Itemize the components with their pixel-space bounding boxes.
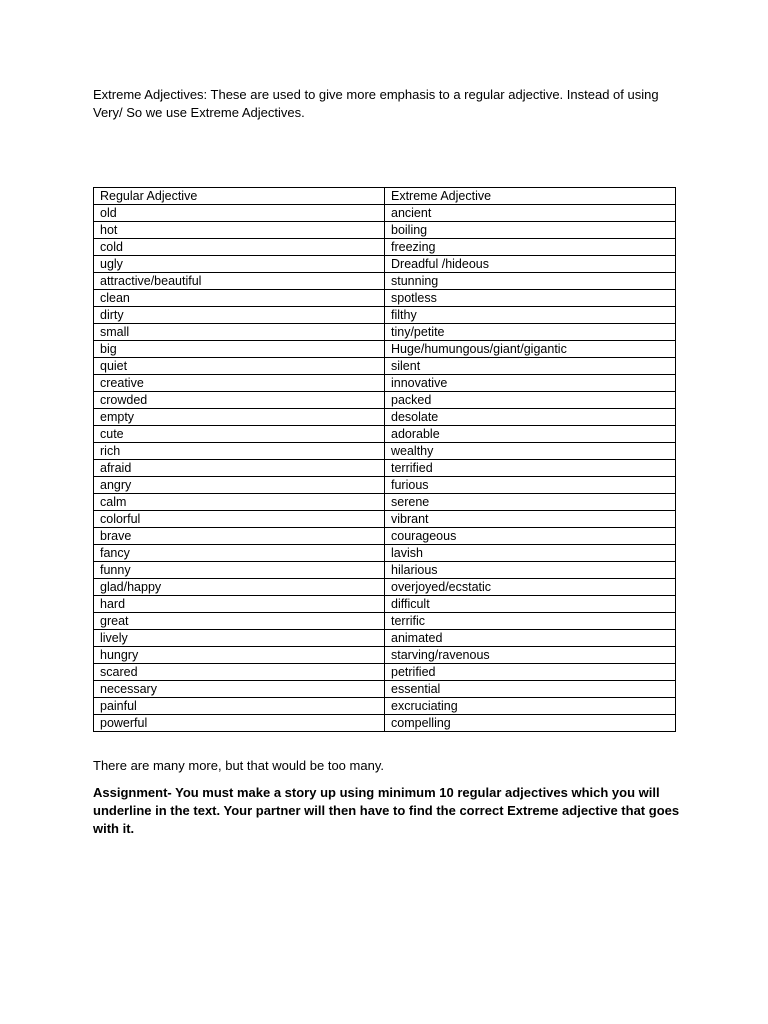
table-row	[94, 324, 676, 341]
regular-adjective-cell: great	[94, 613, 385, 630]
regular-adjective-cell: quiet	[94, 358, 385, 375]
table-row	[94, 375, 676, 392]
table-row	[94, 562, 676, 579]
extreme-adjective-cell: innovative	[385, 375, 676, 392]
table-row	[94, 494, 676, 511]
extreme-adjective-cell: hilarious	[385, 562, 676, 579]
regular-adjective-cell: rich	[94, 443, 385, 460]
extreme-adjective-cell: silent	[385, 358, 676, 375]
regular-adjective-cell: funny	[94, 562, 385, 579]
regular-adjective-cell: small	[94, 324, 385, 341]
regular-adjective-cell: hot	[94, 222, 385, 239]
extreme-adjective-cell: courageous	[385, 528, 676, 545]
extreme-adjective-cell: desolate	[385, 409, 676, 426]
extreme-adjective-cell: starving/ravenous	[385, 647, 676, 664]
regular-adjective-cell: hungry	[94, 647, 385, 664]
extreme-adjective-cell: furious	[385, 477, 676, 494]
regular-adjective-cell: creative	[94, 375, 385, 392]
regular-adjective-cell: powerful	[94, 715, 385, 732]
extreme-adjective-cell: essential	[385, 681, 676, 698]
table-row	[94, 698, 676, 715]
table-row	[94, 273, 676, 290]
extreme-adjective-cell: vibrant	[385, 511, 676, 528]
table-row	[94, 664, 676, 681]
regular-adjective-cell: cute	[94, 426, 385, 443]
extreme-adjective-cell: overjoyed/ecstatic	[385, 579, 676, 596]
table-row	[94, 222, 676, 239]
table-header-row	[94, 188, 676, 205]
extreme-adjective-cell: freezing	[385, 239, 676, 256]
table-row	[94, 579, 676, 596]
table-row	[94, 307, 676, 324]
table-row	[94, 205, 676, 222]
table-row	[94, 545, 676, 562]
regular-adjective-cell: big	[94, 341, 385, 358]
table-row	[94, 613, 676, 630]
extreme-adjective-cell: animated	[385, 630, 676, 647]
intro-paragraph: Extreme Adjectives: These are used to give more emphasis to a regular adjective. Instead of using Very/ So we use Extreme Adjectives.	[93, 87, 659, 120]
table-row	[94, 358, 676, 375]
table-row	[94, 460, 676, 477]
regular-adjective-cell: scared	[94, 664, 385, 681]
extreme-adjective-cell: difficult	[385, 596, 676, 613]
extreme-adjective-cell: Huge/humungous/giant/gigantic	[385, 341, 676, 358]
extreme-adjective-cell: wealthy	[385, 443, 676, 460]
regular-adjective-cell: ugly	[94, 256, 385, 273]
regular-adjective-cell: lively	[94, 630, 385, 647]
regular-adjective-cell: painful	[94, 698, 385, 715]
header-extreme-adjective: Extreme Adjective	[385, 188, 676, 205]
table-row	[94, 477, 676, 494]
regular-adjective-cell: old	[94, 205, 385, 222]
regular-adjective-cell: colorful	[94, 511, 385, 528]
table-row	[94, 681, 676, 698]
extreme-adjective-cell: adorable	[385, 426, 676, 443]
regular-adjective-cell: dirty	[94, 307, 385, 324]
table-row	[94, 239, 676, 256]
regular-adjective-cell: crowded	[94, 392, 385, 409]
table-row	[94, 426, 676, 443]
table-row	[94, 392, 676, 409]
header-regular-adjective: Regular Adjective	[94, 188, 385, 205]
table-row	[94, 596, 676, 613]
table-row	[94, 647, 676, 664]
regular-adjective-cell: cold	[94, 239, 385, 256]
regular-adjective-cell: brave	[94, 528, 385, 545]
extreme-adjective-cell: lavish	[385, 545, 676, 562]
extreme-adjective-cell: spotless	[385, 290, 676, 307]
extreme-adjective-cell: compelling	[385, 715, 676, 732]
regular-adjective-cell: calm	[94, 494, 385, 511]
regular-adjective-cell: fancy	[94, 545, 385, 562]
extreme-adjective-cell: terrified	[385, 460, 676, 477]
extreme-adjective-cell: boiling	[385, 222, 676, 239]
regular-adjective-cell: glad/happy	[94, 579, 385, 596]
note-paragraph: There are many more, but that would be too many.	[93, 758, 384, 773]
extreme-adjective-cell: serene	[385, 494, 676, 511]
extreme-adjective-cell: packed	[385, 392, 676, 409]
extreme-adjective-cell: filthy	[385, 307, 676, 324]
table-row	[94, 409, 676, 426]
assignment-paragraph: Assignment- You must make a story up using minimum 10 regular adjectives which you will underline in the text. Your partner will then have to find the correct Extreme adjective that goes with it.	[93, 785, 680, 836]
extreme-adjective-cell: petrified	[385, 664, 676, 681]
extreme-adjective-cell: ancient	[385, 205, 676, 222]
extreme-adjective-cell: tiny/petite	[385, 324, 676, 341]
table-row	[94, 630, 676, 647]
regular-adjective-cell: empty	[94, 409, 385, 426]
table-row	[94, 511, 676, 528]
table-row	[94, 341, 676, 358]
extreme-adjective-cell: stunning	[385, 273, 676, 290]
table-row	[94, 290, 676, 307]
regular-adjective-cell: necessary	[94, 681, 385, 698]
table-row	[94, 528, 676, 545]
regular-adjective-cell: afraid	[94, 460, 385, 477]
regular-adjective-cell: angry	[94, 477, 385, 494]
table-row	[94, 256, 676, 273]
extreme-adjective-cell: Dreadful /hideous	[385, 256, 676, 273]
adjective-table	[93, 187, 676, 732]
regular-adjective-cell: hard	[94, 596, 385, 613]
extreme-adjective-cell: excruciating	[385, 698, 676, 715]
table-row	[94, 443, 676, 460]
regular-adjective-cell: clean	[94, 290, 385, 307]
table-body	[94, 205, 676, 732]
regular-adjective-cell: attractive/beautiful	[94, 273, 385, 290]
extreme-adjective-cell: terrific	[385, 613, 676, 630]
table-row	[94, 715, 676, 732]
